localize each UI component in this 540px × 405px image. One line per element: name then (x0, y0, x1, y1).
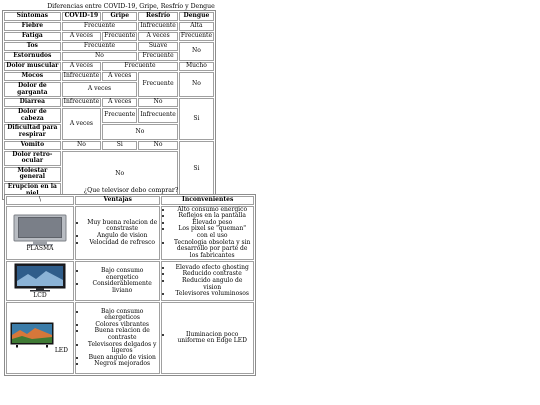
lcd-tv-icon (14, 263, 66, 293)
row-label: Vomito (4, 141, 61, 150)
inconvenientes-cell (161, 206, 254, 261)
ventajas-cell (75, 261, 160, 301)
inconvenientes-cell (161, 302, 254, 374)
inconvenientes-list (163, 265, 252, 298)
row-label: Fatiga (4, 32, 61, 41)
list-item: • Tecnologia obsoleta y sin desarrollo por parte de los fabricantes (172, 240, 252, 260)
table-row (4, 141, 214, 150)
table-row (4, 22, 214, 31)
table-cell: Infrecuente (63, 98, 100, 106)
header-ventajas: Ventajas (75, 196, 160, 205)
table-cell: No (102, 124, 178, 139)
row-label: Fiebre (4, 22, 61, 31)
tv-cell-plasma (6, 206, 74, 261)
list-item: • Reducido contraste (172, 271, 252, 278)
tv-comparison-table (4, 194, 256, 376)
table-row (4, 72, 214, 81)
list-item: • Reflejos en la pantalla (172, 213, 252, 220)
table-cell: A veces (62, 82, 138, 97)
row-label: Diarrea (4, 98, 61, 107)
row-label: Dolor muscular (4, 62, 61, 71)
tv-name-label: PLASMA (26, 244, 54, 252)
table-cell: No (62, 141, 101, 150)
header-sintomas: Síntomas (4, 12, 61, 21)
list-item: • Bajo consumo energeticos (86, 309, 158, 322)
tv-cell-led (6, 302, 74, 374)
table-header-row (4, 12, 214, 21)
row-label: Mocos (4, 72, 61, 81)
list-item: • Colores vibrantes (86, 322, 158, 329)
row-label: Tos (4, 42, 61, 51)
row-label: Dolor de cabeza (4, 108, 61, 123)
list-item: • Elevado efecto ghosting (172, 265, 252, 272)
table-cell: No (62, 52, 138, 61)
table-cell: Infrecuente (63, 72, 100, 80)
list-item: • Los pixel se "queman" con el uso (172, 226, 252, 239)
list-item: • Considerablemente liviano (86, 281, 158, 294)
table-cell: A veces (102, 98, 137, 107)
table-cell: Frecuente (104, 32, 136, 40)
table-cell: A veces (62, 62, 101, 71)
table-cell: Si (179, 141, 214, 199)
table-cell: Frecuente (102, 108, 137, 123)
header-gripe: Gripe (102, 12, 137, 21)
row-label: Dolor retro-ocular (4, 151, 61, 166)
table-cell: A veces (62, 32, 101, 41)
table-cell: Frecuente (138, 52, 177, 61)
list-item: • Reducido angulo de vision (172, 278, 252, 291)
led-tv-icon (10, 322, 54, 348)
table-row (6, 206, 254, 261)
ventajas-list (77, 220, 158, 246)
table-row (6, 302, 254, 374)
header-covid: COVID-19 (62, 12, 101, 21)
symptoms-table (2, 10, 216, 200)
table-cell: Si (102, 141, 137, 150)
list-item: • Velocidad de refresco (86, 240, 158, 247)
table-cell: Infrecuente (138, 108, 177, 123)
ventajas-cell (75, 206, 160, 261)
table-cell: A veces (138, 32, 177, 41)
header-inconvenientes: Inconvenientes (161, 196, 254, 205)
header-resfrio: Resfrío (138, 12, 177, 21)
ventajas-list (77, 309, 158, 368)
table-cell: Mucho (179, 62, 214, 71)
ventajas-cell (75, 302, 160, 374)
inconvenientes-cell (161, 261, 254, 301)
list-item: • Televisores delgados y ligeros (86, 342, 158, 355)
list-item: • Negros mejorados (86, 361, 158, 368)
row-label: Molestar general (4, 167, 61, 182)
tv-cell-lcd (6, 261, 74, 301)
row-label: Dificultad para respirar (4, 124, 61, 139)
tv-name-label: LED (54, 347, 68, 355)
table2-caption: ¿Que televisor debo comprar? (83, 187, 179, 194)
header-dengue: Dengue (179, 12, 214, 21)
table-row (4, 32, 214, 41)
row-label: Erupcion en la (4, 183, 61, 198)
tv-name-label: LCD (33, 292, 47, 300)
header-corner: \ (6, 196, 74, 205)
table-cell: No (138, 98, 177, 107)
table-cell: A veces (102, 72, 137, 81)
table-row (4, 42, 214, 51)
inconvenientes-list (163, 207, 252, 260)
inconvenientes-list (163, 332, 252, 345)
table-cell: Alta (179, 22, 214, 31)
list-item: • Buena relacion de contraste (86, 328, 158, 341)
table-cell: Frecuente (62, 42, 138, 51)
table-cell: A veces (62, 108, 101, 139)
table-cell: Frecuente (180, 32, 212, 40)
list-item: • Elevado peso (172, 220, 252, 227)
table-row (4, 62, 214, 71)
table-cell: No (138, 141, 177, 150)
table-cell: Suave (138, 42, 177, 51)
table-row (6, 261, 254, 301)
table-cell: No (62, 151, 178, 199)
list-item: • Iluminacion poco uniforme en Edge LED (172, 332, 252, 345)
table-cell: Si (179, 98, 214, 139)
row-label: Estornudos (4, 52, 61, 61)
table-cell: No (179, 42, 214, 61)
table-cell: Frecuente (102, 62, 178, 71)
table-cell: No (179, 72, 214, 97)
row-label: Dolor de garganta (4, 82, 61, 97)
table-row (4, 98, 214, 107)
table-cell: Frecuente (138, 72, 177, 97)
table1-caption: Diferencias entre COVID-19, Gripe, Resfrío y Dengue (47, 3, 215, 10)
list-item: • Buen angulo de vision (86, 355, 158, 362)
table-cell: Infrecuente (140, 22, 176, 30)
list-item: • Bajo consumo energetico (86, 268, 158, 281)
ventajas-list (77, 268, 158, 294)
table-header-row (6, 196, 254, 205)
table-cell: Frecuente (62, 22, 138, 31)
list-item: • Televisores voluminosos (172, 291, 252, 298)
list-item: • Alto consumo energico (172, 207, 252, 214)
list-item: • Angulo de vision (86, 233, 158, 240)
plasma-tv-icon (13, 214, 67, 246)
list-item: • Muy buena relacion de constraste (86, 220, 158, 233)
